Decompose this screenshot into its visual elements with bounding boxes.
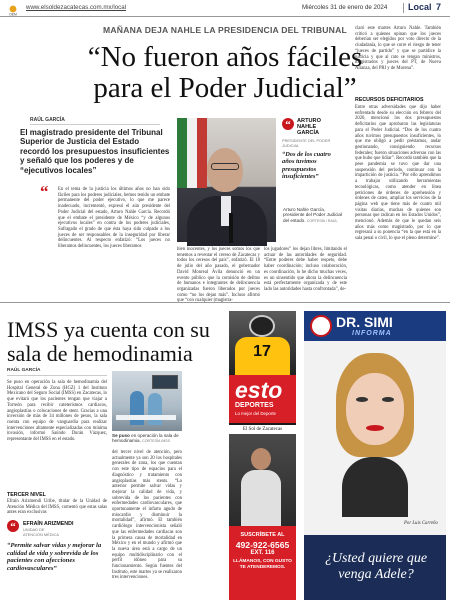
glasses bbox=[211, 163, 239, 170]
article1-col4-body: Entre otras adversidades que dijo haber enfrentado desde su elección en febrero del 2020, mencionó los dos presupuestos deficitarios que aprobaron las legislaturas para el Poder Judicial. “Dos de los cuatro años tuvimos presupuestos insuficientes, lo que me obligó a pedir préstamos, andar gestionando, consiguiendo recursos federales; fueron situaciones adversas con las que hubo que lidiar”. Recordó también que la pese pandemia se tuvo que dar una suspensión del período, continuar con la impartición de justicia. “Por ello aprendimos a trabajar utilizando herramientas tecnológicas, como atender en línea peticiones de órdenes de aprehensión y órdenes de cateo, ampliar los servicios de la página web que tiene más de cuatro mil visitas diarias, muchas de quienes son personas que radican en los Estados Unidos”, mencionó. Además de que le quedan seis años más como magistrado, por lo que regresará a su ponencia “en la que está en la sala penal o civil, lo que el pleno determine”. bbox=[355, 105, 441, 242]
lips bbox=[366, 425, 384, 431]
esto-sub: DEPORTES bbox=[235, 402, 274, 409]
face bbox=[346, 373, 404, 445]
efrain-name: EFRAÍN ARIZMENDI bbox=[23, 521, 74, 527]
flag-backdrop bbox=[177, 118, 207, 188]
simi-question-box bbox=[304, 535, 446, 600]
photo2-caption bbox=[112, 433, 182, 445]
caption2-credit: CORTESÍA IMSS bbox=[142, 439, 171, 444]
monitor bbox=[152, 375, 178, 389]
esto-cta1: SUSCRÍBETE AL bbox=[240, 532, 285, 538]
section-divider bbox=[403, 3, 404, 13]
issue-date: Miércoles 31 de enero de 2024 bbox=[302, 4, 388, 11]
page-number: 7 bbox=[436, 2, 442, 12]
caption2-bold: Se puso bbox=[112, 433, 130, 438]
name-line-2: NAHLE bbox=[297, 124, 317, 130]
imss-headline-line-2: sala de hemodinamia bbox=[7, 341, 193, 366]
efrain-role-2: ATENCIÓN MÉDICA bbox=[23, 531, 60, 537]
dress bbox=[342, 457, 408, 517]
esto-phone[interactable]: 492-922-6565 bbox=[235, 540, 290, 550]
helmet bbox=[249, 315, 275, 337]
author2-rule bbox=[7, 375, 107, 376]
article1-col4-top: claró este martes Arturo Nahle. También criticó a quienes opinan que los jueces deberían ser elegidos por voto directo de la ciudadanía, lo que se corre el riesgo de tener “jueces de partido” y que se partidice la justicia y que al rato se tengan ministros, magistrados y jueces del PT, de Nueva Alianza, del PRI y de Morena”. bbox=[355, 26, 441, 71]
article2-col2: del tercer nivel de atención, pero actualmente ya son 20 los hospitales generales de zona, los que cuentan con este tipo de espacios para el diagnóstico y tratamiento con angioplastías más stents. “Lo anterior permite salvar vidas y mejorar la calidad de vida, y sobrevida de los pacientes con enfermedades cardiovasculares, que oportunamente el infarto agudo de miocardio y disminuir la mortalidad”, afirmó. El también cardiólogo intervencionista señaló que las enfermedades cardiacas son la primera causa de mortalidad en México y en el mundo y afirmó que la nueva área está a cargo de un equipo multidisciplinario con el perfil idóneo para su funcionamiento. Según fuentes del Instituto, este martes ya se realizaron tres intervenciones. bbox=[112, 450, 182, 581]
eye-right bbox=[382, 397, 394, 402]
article1-col2: bien inocentes, y los jueces somos los que tenemos a reventar el cereso de Zacatecas y todos los ceresos del país”, enfatizó. El 18 de julio del año pasado, el gobernador David Monreal Ávila denunció en un evento público que la comisión de delitos de humanos e integrantes de delincuencia organizadas fueron liberados por jueces como “no los dejan más”. Incluso afirmó que “con cualquier (magistra- bbox=[177, 247, 260, 304]
medic-figure-2 bbox=[148, 393, 162, 425]
article2-col1: Se puso en operación la sala de hemodinamia del Hospital General de Zona (HGZ) 1 del Instituto Mexicano del Seguro Social (IMSS) en Zacatecas, lo que evitará que los pacientes tengan que viajar a Torreón para recibir cateterismos cardiacos, angioplastías o colocaciones de stent. Gracias a una inversión de más de 34 millones de pesos, la sala cuenta con equipo de vanguardia para realizar intervenciones altamente especializadas con mínima invasión, informó Saúndo Durán Vázquez, representante del IMSS en el estado. bbox=[7, 380, 107, 443]
artist-credit: Por Luis Carreño bbox=[404, 521, 438, 526]
esto-local: El Sol de Zacatecas bbox=[229, 425, 296, 434]
recursos-heading: RECURSOS DEFICITARIOS bbox=[355, 97, 424, 103]
player-photo bbox=[229, 311, 296, 375]
player2-body bbox=[241, 470, 281, 526]
article2-col1-body: Efraín Arizmendi Uribe, titular de la Unidad de Atención Médica del IMSS, comentó que estas salas antes eran exclusivas bbox=[7, 499, 107, 516]
microphone bbox=[229, 213, 233, 243]
quote-badge-icon-2: “ bbox=[7, 520, 19, 532]
esto-ext: EXT. 116 bbox=[250, 550, 275, 556]
svg-text:OEM: OEM bbox=[9, 12, 17, 17]
esto-banner bbox=[229, 375, 296, 423]
imss-headline-line-1: IMSS ya cuenta con su bbox=[7, 317, 210, 342]
simi-ad[interactable] bbox=[304, 311, 446, 600]
tercer-nivel-heading: TERCER NIVEL bbox=[7, 492, 46, 498]
headline-line-1: “No fueron años fáciles bbox=[87, 41, 363, 73]
simi-logo-icon bbox=[310, 315, 332, 337]
esto-cta2: LLÁMANOS, CON GUSTO TE ATENDEREMOS. bbox=[233, 559, 292, 570]
pullquote-role: PRESIDENTE DEL PODER JUDICIAL bbox=[282, 138, 331, 148]
adele-caricature bbox=[322, 347, 428, 539]
esto-ad[interactable] bbox=[229, 311, 296, 600]
person-head bbox=[207, 148, 243, 192]
article1-col3: los jugadores” los dejan libres, limitando el actuar de las autoridades de seguridad. “Entre poderes debe haber respeto, debe haber coordinación; incluso colaboración, es coordinación, lo he dicho muchas veces, es un sinsentido que ahora la delincuencia está perfectamente organizada y de este lado las autoridades hasta confrontada”, de- bbox=[264, 247, 347, 292]
article1-author: RAÚL GARCÍA bbox=[30, 117, 65, 123]
article1-kicker: MAÑANA DEJA NAHLE LA PRESIDENCIA DEL TRIBUNAL bbox=[103, 25, 347, 35]
article2-headline bbox=[7, 318, 229, 366]
efrain-pullquote bbox=[7, 520, 107, 594]
pullquote-name bbox=[297, 118, 321, 136]
efrain-role-1: UNIDAD DE bbox=[23, 527, 45, 532]
article1-col1: En el tema de la justicia los últimos años no han sido fáciles para los poderes judiciales, hemos tenido un embate permanente del poder ejecutivo, lo que me parece inadecuado, incrementó, expresó el aún presidente del Poder Judicial del estado, Arturo Nahle García. Recordó que el embate el presidente de México “y de algunos ejecutivos locales” en contra de los poderes judiciales, Sufragado el grado de que ésta haya sido culpado a los jueces de ser responsables de la inseguridad por liberar delincuentes. Al respecto enfatizó: “Los jueces no liberamos delincuentes, los jueces liberamos bbox=[58, 187, 170, 250]
nahle-pullquote bbox=[282, 118, 344, 204]
photo-caption-text: Arturo Nahle García, presidente del Poder Judicial del estado. bbox=[283, 207, 342, 223]
simi-question: ¿Usted quiere que venga Adele? bbox=[324, 551, 428, 582]
caption2-text: en operación la sala de hemodinamia. bbox=[112, 433, 179, 444]
esto-brand: esto bbox=[235, 377, 283, 403]
simi-sub: INFORMA bbox=[352, 330, 392, 337]
photo-credit: CORTESÍA / RAÚL bbox=[306, 218, 338, 223]
patient-table bbox=[116, 415, 176, 420]
headline-line-2: para el Poder Judicial” bbox=[93, 72, 357, 104]
name-line-3: GARCÍA bbox=[297, 130, 320, 136]
article2-author: RAÚL GARCÍA bbox=[7, 368, 41, 373]
name-line-1: ARTURO bbox=[297, 118, 321, 124]
esto-slogan: Lo mejor del Deporte bbox=[235, 411, 277, 416]
site-url[interactable]: www.elsoldezacatecas.com.mx/local bbox=[26, 4, 127, 11]
simi-header bbox=[304, 311, 446, 341]
hemodinamia-photo bbox=[112, 371, 182, 431]
efrain-role bbox=[23, 528, 59, 537]
esto-phone-photo bbox=[229, 434, 296, 526]
simi-brand: DR. SIMI bbox=[336, 314, 393, 330]
quote-badge-icon: “ bbox=[282, 118, 294, 130]
esto-cta bbox=[229, 526, 296, 600]
sun-logo-icon bbox=[6, 4, 20, 16]
player2-head bbox=[251, 448, 271, 470]
article1-lead: El magistrado presidente del Tribunal Superior de Justicia del Estado recordó los presupuestos insuficientes y señaló que los poderes y de “ejecutivos locales” bbox=[20, 128, 170, 175]
nahle-photo bbox=[177, 118, 276, 242]
section-separator bbox=[0, 302, 450, 303]
masthead-logo bbox=[6, 3, 20, 15]
page-header bbox=[0, 0, 450, 17]
eye-left bbox=[356, 397, 368, 402]
author-rule bbox=[30, 124, 160, 125]
pullquote-text: “Dos de los cuatro años tuvimos presupuestos insuficientes” bbox=[282, 151, 331, 181]
efrain-quote-text: “Permite salvar vidas y mejorar la calidad de vida y sobrevida de los pacientes con afecciones cardiovasculares” bbox=[7, 542, 102, 572]
section-name: Local bbox=[408, 2, 432, 12]
photo-caption bbox=[283, 207, 345, 224]
open-quote-icon: “ bbox=[40, 182, 49, 201]
jersey-number: 17 bbox=[253, 343, 271, 360]
